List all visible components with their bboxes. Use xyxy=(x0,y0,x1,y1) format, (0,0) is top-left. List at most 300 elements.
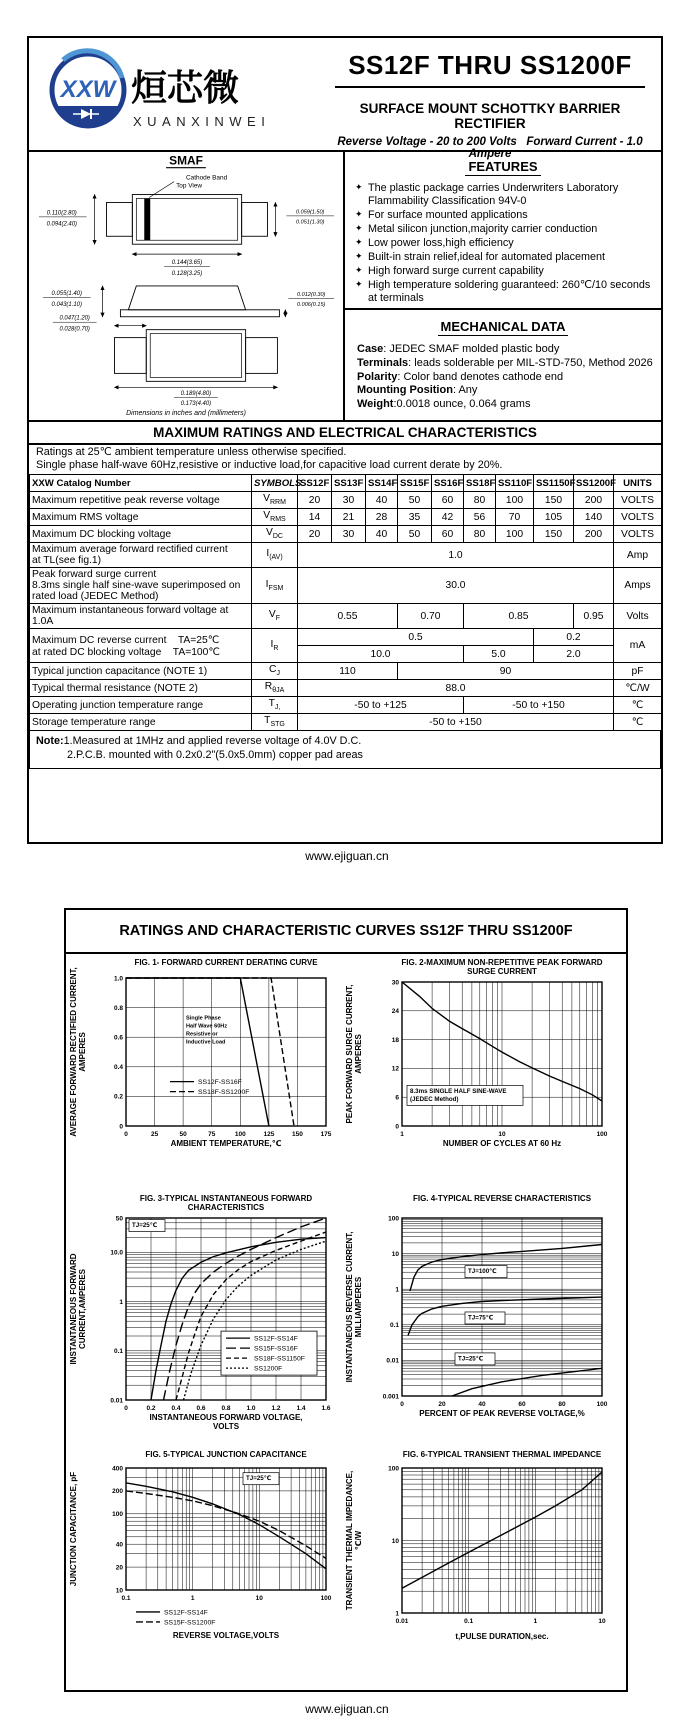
fig2-peak-forward-surge-current xyxy=(344,956,626,1177)
svg-text:t,PULSE DURATION,sec.: t,PULSE DURATION,sec. xyxy=(455,1632,549,1641)
value-cell: 10.0 xyxy=(298,646,464,663)
svg-text:100: 100 xyxy=(234,1131,246,1138)
note-line xyxy=(36,734,654,748)
svg-text:80: 80 xyxy=(558,1401,566,1408)
svg-text:AMPERES: AMPERES xyxy=(354,1034,363,1074)
footer-url: www.ejiguan.cn xyxy=(305,1702,389,1716)
condition-line: Ratings at 25℃ ambient temperature unless otherwise specified. xyxy=(36,446,347,458)
mechanical-list xyxy=(357,343,653,412)
value-cell: 20 xyxy=(298,526,332,543)
table-row xyxy=(30,714,662,731)
svg-text:10: 10 xyxy=(115,1587,123,1595)
svg-text:0.6: 0.6 xyxy=(113,1034,123,1042)
svg-text:TRANSIENT THERMAL IMPEDANCE,: TRANSIENT THERMAL IMPEDANCE, xyxy=(345,1470,354,1611)
value-cell: 105 xyxy=(534,509,574,526)
company-logo xyxy=(43,48,328,145)
dim-d5b: 0.006(0.15) xyxy=(297,301,326,308)
feature-text: For surface mounted applications xyxy=(368,208,528,221)
col-part: SS14F xyxy=(366,475,398,492)
value-cell: 30 xyxy=(332,526,366,543)
svg-text:20: 20 xyxy=(438,1401,446,1408)
svg-text:CURRENT,AMPERES: CURRENT,AMPERES xyxy=(78,1268,87,1350)
col-units: UNITS xyxy=(614,475,662,492)
svg-text:20: 20 xyxy=(115,1564,123,1572)
mech-text: : Any xyxy=(452,384,478,397)
svg-text:SS1200F: SS1200F xyxy=(254,1365,283,1373)
table-row xyxy=(30,526,662,543)
svg-text:10: 10 xyxy=(391,1537,399,1545)
value-cell: 30.0 xyxy=(298,568,614,604)
row-unit: ℃ xyxy=(614,697,662,714)
svg-text:0.2: 0.2 xyxy=(113,1093,123,1101)
value-cell: 40 xyxy=(366,492,398,509)
fig6-svg xyxy=(344,1448,626,1663)
row-unit: mA xyxy=(614,629,662,663)
notes xyxy=(29,731,661,769)
value-cell: 20 xyxy=(298,492,332,509)
row-symbol: $C_J$ xyxy=(252,663,298,680)
svg-text:INSTANTANEOUS FORWARD VOLTAGE,: INSTANTANEOUS FORWARD VOLTAGE, xyxy=(149,1413,303,1422)
value-cell: 2.0 xyxy=(534,646,614,663)
svg-text:10: 10 xyxy=(255,1595,263,1602)
svg-text:1: 1 xyxy=(400,1131,404,1138)
value-cell: 70 xyxy=(496,509,534,526)
datasheet-page-1 xyxy=(27,36,663,844)
row-symbol: $V_{DC}$ xyxy=(252,526,298,543)
row-symbol: $R_{\theta JA}$ xyxy=(252,680,298,697)
datasheet-page-2 xyxy=(64,908,628,1692)
list-item xyxy=(355,279,655,305)
svg-text:MILLIAMPERES: MILLIAMPERES xyxy=(354,1276,363,1338)
svg-text:PERCENT OF PEAK REVERSE VOLTAG: PERCENT OF PEAK REVERSE VOLTAGE,% xyxy=(419,1409,585,1418)
row-label: Operating junction temperature range xyxy=(30,697,252,714)
list-item xyxy=(355,209,655,222)
row-symbol: $I_{FSM}$ xyxy=(252,568,298,604)
value-cell: 60 xyxy=(432,492,464,509)
fig5-svg xyxy=(68,1448,350,1663)
svg-text:1: 1 xyxy=(395,1610,399,1618)
mech-label: Mounting Position xyxy=(357,384,453,397)
svg-text:10: 10 xyxy=(498,1131,506,1138)
svg-text:100: 100 xyxy=(388,1465,399,1473)
svg-text:℃/W: ℃/W xyxy=(354,1530,363,1551)
mech-label: Terminals xyxy=(357,356,409,369)
feature-text: Metal silicon junction,majority carrier conduction xyxy=(368,222,598,235)
list-item xyxy=(357,398,653,412)
svg-text:SS18F-SS1150F: SS18F-SS1150F xyxy=(254,1355,305,1363)
svg-text:CHARACTERISTICS: CHARACTERISTICS xyxy=(187,1203,265,1212)
value-cell: 0.5 xyxy=(298,629,534,646)
value-cell: -50 to +125 xyxy=(298,697,464,714)
footer-url: www.ejiguan.cn xyxy=(305,849,389,863)
bullet-icon: ✦ xyxy=(355,222,363,233)
svg-text:0.8: 0.8 xyxy=(221,1405,231,1412)
row-label: Maximum DC reverse current TA=25℃ at rated DC blocking voltage TA=100℃ xyxy=(30,629,252,663)
mech-label: Polarity xyxy=(357,370,398,383)
col-part: SS1150F xyxy=(534,475,574,492)
dim-d7b: 0.173(4.40) xyxy=(180,401,212,406)
value-cell: 40 xyxy=(366,526,398,543)
value-cell: 90 xyxy=(398,663,614,680)
svg-text:TJ=75℃: TJ=75℃ xyxy=(468,1314,494,1322)
value-cell: 50 xyxy=(398,526,432,543)
value-cell: 100 xyxy=(496,492,534,509)
svg-text:FIG. 5-TYPICAL JUNCTION CAPACI: FIG. 5-TYPICAL JUNCTION CAPACITANCE xyxy=(145,1450,307,1459)
mech-text: : leads solderable per MIL-STD-750, Method 2026 xyxy=(408,356,653,369)
svg-text:0.2: 0.2 xyxy=(146,1405,156,1412)
svg-text:0.4: 0.4 xyxy=(171,1405,181,1412)
svg-text:0.1: 0.1 xyxy=(464,1618,474,1625)
svg-text:75: 75 xyxy=(208,1131,216,1138)
mechanical-heading: MECHANICAL DATA xyxy=(438,319,569,336)
svg-text:100: 100 xyxy=(388,1215,399,1223)
value-cell: 80 xyxy=(464,492,496,509)
top-view-label: Top View xyxy=(176,182,203,190)
row-unit: Amp xyxy=(614,543,662,568)
svg-text:100: 100 xyxy=(320,1595,332,1602)
mech-text: : JEDEC SMAF molded plastic body xyxy=(383,343,560,355)
svg-text:0.4: 0.4 xyxy=(113,1064,123,1072)
value-cell: 0.95 xyxy=(574,604,614,629)
row-label: Maximum repetitive peak reverse voltage xyxy=(30,492,252,509)
mech-label: Weight xyxy=(357,398,394,410)
svg-text:10: 10 xyxy=(391,1250,399,1258)
fig3-svg xyxy=(68,1192,350,1442)
value-cell: 0.70 xyxy=(398,604,464,629)
table-row xyxy=(30,680,662,697)
svg-text:AVERAGE FORWARD RECTIFIED CURR: AVERAGE FORWARD RECTIFIED CURRENT, xyxy=(69,967,78,1137)
row-symbol: $V_{RMS}$ xyxy=(252,509,298,526)
ratings-conditions xyxy=(36,446,502,473)
cathode-band-label: Cathode Band xyxy=(186,174,228,182)
svg-text:6: 6 xyxy=(395,1094,399,1102)
fig5-typical-junction-capacitance xyxy=(68,1448,350,1668)
doc-subtitle: SURFACE MOUNT SCHOTTKY BARRIER RECTIFIER xyxy=(359,101,621,131)
svg-text:0.01: 0.01 xyxy=(395,1618,409,1625)
svg-text:Resistive or: Resistive or xyxy=(186,1031,218,1038)
row-unit: Volts xyxy=(614,604,662,629)
svg-text:INSTANTANEOUS REVERSE CURRENT,: INSTANTANEOUS REVERSE CURRENT, xyxy=(345,1231,354,1383)
note-line: 2.P.C.B. mounted with 0.2x0.2"(5.0x5.0mm) copper pad areas xyxy=(67,749,363,762)
brand-cn-name: 烜芯微 xyxy=(131,67,240,108)
value-cell: 42 xyxy=(432,509,464,526)
value-cell: 28 xyxy=(366,509,398,526)
svg-text:TJ=100℃: TJ=100℃ xyxy=(468,1268,497,1276)
svg-text:10: 10 xyxy=(598,1618,606,1625)
note-text: 1.Measured at 1MHz and applied reverse voltage of 4.0V D.C. xyxy=(63,735,362,747)
svg-text:1.0: 1.0 xyxy=(113,975,123,983)
list-item xyxy=(357,357,653,371)
svg-text:SS12F-SS14F: SS12F-SS14F xyxy=(254,1335,298,1343)
svg-text:0.01: 0.01 xyxy=(386,1357,399,1365)
value-cell: 1.0 xyxy=(298,543,614,568)
svg-text:SS18F-SS1200F: SS18F-SS1200F xyxy=(198,1089,250,1097)
title-rule xyxy=(335,86,645,88)
col-part: SS12F xyxy=(298,475,332,492)
header xyxy=(29,38,661,160)
svg-text:VOLTS: VOLTS xyxy=(212,1422,240,1431)
table-row xyxy=(30,509,662,526)
fig6-transient-thermal-impedance xyxy=(344,1448,626,1668)
svg-text:FIG. 4-TYPICAL REVERSE CHARACT: FIG. 4-TYPICAL REVERSE CHARACTERISTICS xyxy=(412,1194,592,1203)
row-symbol: $V_F$ xyxy=(252,604,298,629)
row-label: Typical junction capacitance (NOTE 1) xyxy=(30,663,252,680)
row-unit: pF xyxy=(614,663,662,680)
doc-tagline: Reverse Voltage - 20 to 200 Volts Forward Current - 1.0 Ampere xyxy=(337,136,643,160)
row-unit: VOLTS xyxy=(614,509,662,526)
value-cell: 56 xyxy=(464,509,496,526)
value-cell: 150 xyxy=(534,492,574,509)
package-drawing-cell xyxy=(29,150,345,420)
svg-text:0.001: 0.001 xyxy=(382,1393,399,1401)
svg-text:TJ=25℃: TJ=25℃ xyxy=(458,1355,484,1363)
svg-text:40: 40 xyxy=(478,1401,486,1408)
condition-line: Single phase half-wave 60Hz,resistive or inductive load,for capacitive load current derate by 20%. xyxy=(36,459,503,472)
svg-text:FIG. 1- FORWARD CURRENT DERATI: FIG. 1- FORWARD CURRENT DERATING CURVE xyxy=(134,958,318,967)
row-unit: ℃ xyxy=(614,714,662,731)
table-row xyxy=(30,492,662,509)
row-symbol: $I_R$ xyxy=(252,629,298,663)
list-item xyxy=(357,384,653,398)
mech-text: : Color band denotes cathode end xyxy=(397,370,564,383)
feature-text: High forward surge current capability xyxy=(368,264,544,277)
ratings-heading: MAXIMUM RATINGS AND ELECTRICAL CHARACTERISTICS xyxy=(29,420,661,445)
fig1-forward-current-derating-curve xyxy=(68,956,350,1177)
feature-text: High temperature soldering guaranteed: 260℃/10 seconds at terminals xyxy=(368,278,651,304)
svg-text:TJ=25℃: TJ=25℃ xyxy=(132,1222,158,1230)
table-row xyxy=(30,697,662,714)
svg-text:TJ=25℃: TJ=25℃ xyxy=(246,1475,272,1483)
package-name: SMAF xyxy=(169,153,203,168)
svg-text:Single Phase: Single Phase xyxy=(186,1015,221,1022)
feature-text: Built-in strain relief,ideal for automated placement xyxy=(368,250,606,263)
dim-d5a: 0.012(0.30) xyxy=(297,291,326,298)
svg-text:50: 50 xyxy=(179,1131,187,1138)
row-label: Maximum instantaneous forward voltage at 1.0A xyxy=(30,604,252,629)
value-cell: -50 to +150 xyxy=(464,697,614,714)
svg-text:30: 30 xyxy=(391,979,399,987)
value-cell: 0.2 xyxy=(534,629,614,646)
note-prefix: Note: xyxy=(36,735,64,747)
svg-text:1: 1 xyxy=(533,1618,538,1625)
col-catalog: XXW Catalog Number xyxy=(30,475,252,492)
row-symbol: $V_{RRM}$ xyxy=(252,492,298,509)
row-label: Typical thermal resistance (NOTE 2) xyxy=(30,680,252,697)
bullet-icon: ✦ xyxy=(355,182,363,192)
value-cell: 21 xyxy=(332,509,366,526)
row-label: Maximum average forward rectified current at TL(see fig.1) xyxy=(30,543,252,568)
table-header-row xyxy=(30,475,662,492)
list-item xyxy=(355,237,655,250)
dim-d4b: 0.043(1.10) xyxy=(51,301,82,308)
svg-text:REVERSE VOLTAGE,VOLTS: REVERSE VOLTAGE,VOLTS xyxy=(172,1631,280,1640)
value-cell: 5.0 xyxy=(464,646,534,663)
dim-d2b: 0.051(1.30) xyxy=(296,219,325,226)
svg-text:SS15F-SS16F: SS15F-SS16F xyxy=(254,1345,298,1353)
fig3-instantaneous-forward-characteristics xyxy=(68,1192,350,1447)
row-symbol: $T_{J,}$ xyxy=(252,697,298,714)
logo-graphic xyxy=(43,48,328,140)
svg-text:0.1: 0.1 xyxy=(121,1595,131,1602)
svg-text:0.6: 0.6 xyxy=(196,1405,206,1412)
svg-text:1.2: 1.2 xyxy=(271,1405,281,1412)
row-label: Maximum RMS voltage xyxy=(30,509,252,526)
col-part: SS110F xyxy=(496,475,534,492)
brand-en-name: XUANXINWEI xyxy=(133,114,271,129)
svg-text:(JEDEC Method): (JEDEC Method) xyxy=(410,1095,459,1103)
svg-text:1.4: 1.4 xyxy=(296,1405,306,1412)
col-part: SS1200F xyxy=(574,475,614,492)
col-part: SS13F xyxy=(332,475,366,492)
curves-heading: RATINGS AND CHARACTERISTIC CURVES SS12F THRU SS1200F xyxy=(66,910,626,954)
svg-text:150: 150 xyxy=(291,1131,303,1138)
row-unit: Amps xyxy=(614,568,662,604)
row-unit: ℃/W xyxy=(614,680,662,697)
svg-text:175: 175 xyxy=(320,1131,332,1138)
svg-text:0.01: 0.01 xyxy=(110,1397,123,1405)
value-cell: 14 xyxy=(298,509,332,526)
dim-d1b: 0.094(2.40) xyxy=(46,221,78,228)
svg-text:JUNCTION CAPACITANCE, pF: JUNCTION CAPACITANCE, pF xyxy=(69,1471,78,1587)
row-label: Peak forward surge current 8.3ms single half sine-wave superimposed on rated load (JEDEC Method) xyxy=(30,568,252,604)
col-part: SS18F xyxy=(464,475,496,492)
table-row xyxy=(30,568,662,604)
svg-text:0.1: 0.1 xyxy=(113,1348,123,1356)
row-symbol: $I_{(AV)}$ xyxy=(252,543,298,568)
list-item xyxy=(355,182,655,208)
svg-text:100: 100 xyxy=(596,1131,608,1138)
value-cell: 80 xyxy=(464,526,496,543)
logo-letters: XXW xyxy=(60,76,116,103)
svg-text:1: 1 xyxy=(119,1298,123,1306)
list-item xyxy=(355,265,655,278)
svg-text:0: 0 xyxy=(400,1401,404,1408)
fig2-svg xyxy=(344,956,626,1172)
list-item xyxy=(357,371,653,385)
bullet-icon: ✦ xyxy=(355,208,363,219)
svg-text:10.0: 10.0 xyxy=(110,1249,123,1257)
svg-text:0: 0 xyxy=(395,1123,399,1131)
list-item xyxy=(355,251,655,264)
svg-text:25: 25 xyxy=(150,1131,159,1138)
row-unit: VOLTS xyxy=(614,492,662,509)
fig4-typical-reverse-characteristics xyxy=(344,1192,626,1447)
package-outline-drawing xyxy=(29,150,343,406)
svg-text:100: 100 xyxy=(112,1511,123,1519)
svg-text:SS12F-SS14F: SS12F-SS14F xyxy=(164,1609,208,1617)
dim-d6a: 0.047(1.20) xyxy=(59,315,90,322)
svg-text:100: 100 xyxy=(596,1401,608,1408)
value-cell: 150 xyxy=(534,526,574,543)
row-label: Maximum DC blocking voltage xyxy=(30,526,252,543)
row-symbol: $T_{STG}$ xyxy=(252,714,298,731)
svg-text:200: 200 xyxy=(112,1488,123,1496)
svg-text:SS15F-SS1200F: SS15F-SS1200F xyxy=(164,1619,216,1627)
ratings-table xyxy=(29,474,662,731)
bullet-icon: ✦ xyxy=(355,236,363,247)
dim-d3a: 0.144(3.65) xyxy=(171,260,203,267)
dim-d7a: 0.189(4.80) xyxy=(180,391,212,398)
logo-bottom-segment xyxy=(56,106,120,126)
value-cell: 200 xyxy=(574,492,614,509)
mechanical-data-section xyxy=(345,310,661,420)
value-cell: 0.85 xyxy=(464,604,574,629)
svg-text:50: 50 xyxy=(115,1215,123,1223)
dim-d1a: 0.110(2.80) xyxy=(46,210,77,217)
svg-text:1: 1 xyxy=(395,1286,399,1294)
features-list xyxy=(355,182,655,305)
svg-text:40: 40 xyxy=(115,1541,123,1549)
svg-text:0: 0 xyxy=(119,1123,123,1131)
svg-text:FIG. 3-TYPICAL INSTANTANEOUS F: FIG. 3-TYPICAL INSTANTANEOUS FORWARD xyxy=(139,1194,313,1203)
svg-text:SURGE CURRENT: SURGE CURRENT xyxy=(467,967,537,976)
table-row xyxy=(30,629,662,646)
features-heading: FEATURES xyxy=(465,159,540,176)
svg-text:125: 125 xyxy=(263,1131,275,1138)
value-cell: 100 xyxy=(496,526,534,543)
value-cell: 60 xyxy=(432,526,464,543)
col-part: SS16F xyxy=(432,475,464,492)
fig4-svg xyxy=(344,1192,626,1442)
svg-text:8.3ms SINGLE HALF SINE-WAVE: 8.3ms SINGLE HALF SINE-WAVE xyxy=(410,1087,507,1095)
row-label: Storage temperature range xyxy=(30,714,252,731)
list-item xyxy=(357,343,653,357)
table-row xyxy=(30,543,662,568)
dim-d6b: 0.028(0.70) xyxy=(59,326,90,333)
bullet-icon: ✦ xyxy=(355,250,363,261)
table-row xyxy=(30,604,662,629)
svg-text:PEAK FORWARD SURGE CURRENT,: PEAK FORWARD SURGE CURRENT, xyxy=(345,984,354,1124)
value-cell: 50 xyxy=(398,492,432,509)
value-cell: 110 xyxy=(298,663,398,680)
value-cell: 35 xyxy=(398,509,432,526)
svg-text:Half Wave 60Hz: Half Wave 60Hz xyxy=(186,1023,228,1030)
svg-text:0.8: 0.8 xyxy=(113,1004,123,1012)
col-symbols: SYMBOLS xyxy=(252,475,298,492)
svg-text:AMPERES: AMPERES xyxy=(78,1032,87,1072)
svg-text:Inductive Load: Inductive Load xyxy=(186,1039,226,1046)
svg-text:18: 18 xyxy=(391,1036,399,1044)
svg-text:INSTANTANEOUS FORWARD: INSTANTANEOUS FORWARD xyxy=(69,1253,78,1365)
svg-text:0: 0 xyxy=(124,1405,128,1412)
svg-text:FIG. 6-TYPICAL TRANSIENT THERM: FIG. 6-TYPICAL TRANSIENT THERMAL IMPEDANCE xyxy=(402,1450,602,1459)
svg-text:60: 60 xyxy=(518,1401,526,1408)
list-item xyxy=(355,223,655,236)
svg-text:AMBIENT TEMPERATURE,℃: AMBIENT TEMPERATURE,℃ xyxy=(170,1139,282,1148)
bullet-icon: ✦ xyxy=(355,278,363,289)
mech-text: :0.0018 ounce, 0.064 grams xyxy=(393,398,531,410)
value-cell: -50 to +150 xyxy=(298,714,614,731)
svg-text:NUMBER OF CYCLES AT 60 Hz: NUMBER OF CYCLES AT 60 Hz xyxy=(442,1139,562,1148)
dim-d2a: 0.059(1.50) xyxy=(296,209,325,216)
svg-text:0.1: 0.1 xyxy=(389,1322,399,1330)
value-cell: 0.55 xyxy=(298,604,398,629)
svg-text:0: 0 xyxy=(124,1131,128,1138)
table-row xyxy=(30,663,662,680)
fig1-svg xyxy=(68,956,350,1172)
svg-text:1.0: 1.0 xyxy=(246,1405,256,1412)
bullet-icon: ✦ xyxy=(355,264,363,275)
page-title: SS12F THRU SS1200F xyxy=(348,50,632,80)
svg-text:24: 24 xyxy=(391,1008,399,1016)
title-block xyxy=(329,50,651,160)
dimensions-caption: Dimensions in inches and (millimeters) xyxy=(126,410,246,417)
ratings-table-wrap xyxy=(29,474,661,769)
value-cell: 88.0 xyxy=(298,680,614,697)
svg-text:FIG. 2-MAXIMUM NON-REPETITIVE: FIG. 2-MAXIMUM NON-REPETITIVE PEAK FORWARD xyxy=(401,958,603,967)
value-cell: 140 xyxy=(574,509,614,526)
svg-text:1.6: 1.6 xyxy=(321,1405,331,1412)
